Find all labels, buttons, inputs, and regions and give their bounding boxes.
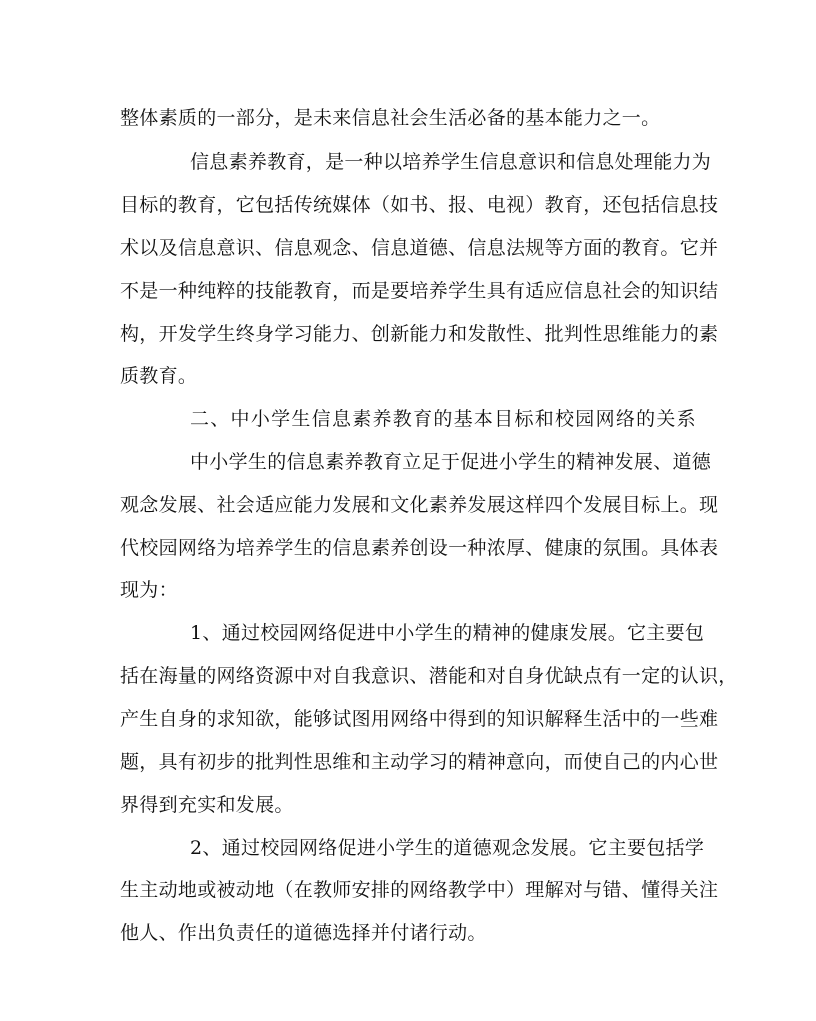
paragraph-first-line: 信息素养教育，是一种以培养学生信息意识和信息处理能力为 <box>190 151 712 173</box>
text-line: 质教育。 <box>120 365 198 387</box>
text-line: 术以及信息意识、信息观念、信息道德、信息法规等方面的教育。它并 <box>120 237 719 259</box>
text-line: 整体素质的一部分，是未来信息社会生活必备的基本能力之一。 <box>120 107 661 129</box>
text-line: 题，具有初步的批判性思维和主动学习的精神意向，而使自己的内心世 <box>120 751 719 773</box>
paragraph-first-line: 1、通过校园网络促进中小学生的精神的健康发展。它主要包 <box>190 622 705 644</box>
text-line: 观念发展、社会适应能力发展和文化素养发展这样四个发展目标上。现 <box>120 494 719 516</box>
paragraph-first-line: 2、通过校园网络促进小学生的道德观念发展。它主要包括学 <box>190 837 705 859</box>
text-line: 生主动地或被动地（在教师安排的网络教学中）理解对与错、懂得关注 <box>120 879 719 901</box>
text-line: 界得到充实和发展。 <box>120 794 294 816</box>
text-line: 目标的教育，它包括传统媒体（如书、报、电视）教育，还包括信息技 <box>120 194 719 216</box>
text-line: 括在海量的网络资源中对自我意识、潜能和对自身优缺点有一定的认识， <box>120 665 738 687</box>
paragraph-first-line: 中小学生的信息素养教育立足于促进小学生的精神发展、道德 <box>190 451 712 473</box>
text-line: 构，开发学生终身学习能力、创新能力和发散性、批判性思维能力的素 <box>120 323 719 345</box>
text-line: 现为： <box>120 579 178 601</box>
text-line: 他人、作出负责任的道德选择并付诸行动。 <box>120 922 487 944</box>
section-heading: 二、中小学生信息素养教育的基本目标和校园网络的关系 <box>190 408 696 430</box>
text-line: 不是一种纯粹的技能教育，而是要培养学生具有适应信息社会的知识结 <box>120 280 719 302</box>
text-line: 代校园网络为培养学生的信息素养创设一种浓厚、健康的氛围。具体表 <box>120 537 719 559</box>
text-line: 产生自身的求知欲，能够试图用网络中得到的知识解释生活中的一些难 <box>120 708 719 730</box>
